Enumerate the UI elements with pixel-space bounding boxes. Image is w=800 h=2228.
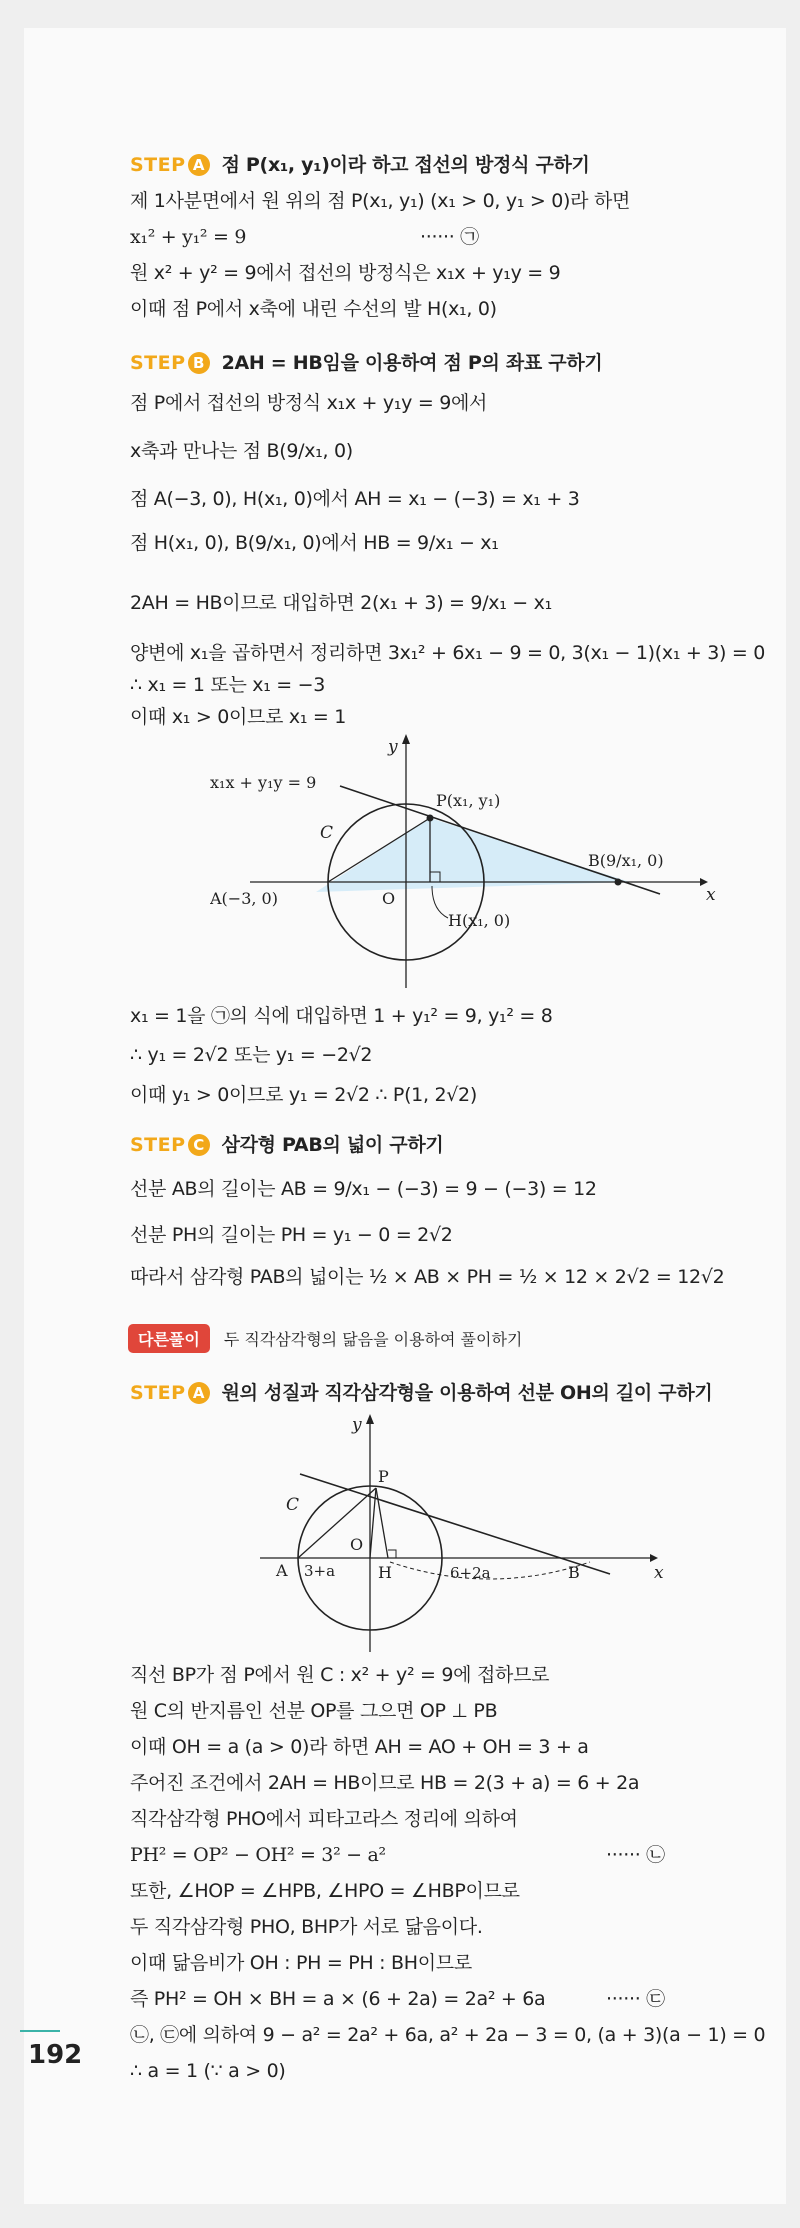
text-line: 직선 BP가 점 P에서 원 C : x² + y² = 9에 접하므로 (130, 1664, 550, 1686)
segment-pa (298, 1488, 376, 1558)
alt-badge: 다른풀이 (128, 1324, 210, 1353)
triangle-pab (316, 818, 630, 892)
y-axis-arrow (402, 734, 410, 744)
step-b-heading (130, 348, 602, 375)
step-c-heading (130, 1130, 443, 1157)
text-line: 이때 x₁ > 0이므로 x₁ = 1 (130, 706, 347, 728)
alt-solution (128, 1324, 522, 1353)
p-label: P (378, 1467, 389, 1486)
step-a2-heading (130, 1378, 712, 1405)
text-line: x축과 만나는 점 B(9/x₁, 0) (130, 440, 353, 462)
text-line: 점 H(x₁, 0), B(9/x₁, 0)에서 HB = 9/x₁ − x₁ (130, 532, 499, 554)
text-line: ∴ a = 1 (∵ a > 0) (130, 2060, 286, 2082)
x-axis-label: x (654, 1563, 664, 1583)
segment-op (370, 1488, 376, 1558)
y-axis-label: y (352, 1415, 362, 1435)
step-badge: B (188, 352, 210, 374)
step-title: 원의 성질과 직각삼각형을 이용하여 선분 OH의 길이 구하기 (221, 1382, 713, 1404)
figure-circle-tangent (210, 730, 730, 990)
text-line: 두 직각삼각형 PHO, BHP가 서로 닮음이다. (130, 1916, 483, 1938)
equation-line: x₁² + y₁² = 9 (130, 226, 247, 248)
y-axis-arrow (366, 1414, 374, 1424)
hb-label: 6+2a (450, 1564, 491, 1582)
text-line: 이때 y₁ > 0이므로 y₁ = 2√2 ∴ P(1, 2√2) (130, 1084, 477, 1106)
tangent-label: x₁x + y₁y = 9 (210, 773, 317, 792)
text-line: ∴ y₁ = 2√2 또는 y₁ = −2√2 (130, 1044, 373, 1066)
text-line: 이때 점 P에서 x축에 내린 수선의 발 H(x₁, 0) (130, 298, 497, 320)
b-label: B (568, 1563, 580, 1582)
figure-similar-triangles (250, 1406, 690, 1656)
text-line: 즉 PH² = OH × BH = a × (6 + 2a) = 2a² + 6a (130, 1988, 546, 2010)
text-line: 점 P에서 접선의 방정식 x₁x + y₁y = 9에서 (130, 392, 488, 414)
text-line: 점 A(−3, 0), H(x₁, 0)에서 AH = x₁ − (−3) = x₁ + 3 (130, 488, 580, 510)
text-line: 원 x² + y² = 9에서 접선의 방정식은 x₁x + y₁y = 9 (130, 262, 561, 284)
text-line: 선분 PH의 길이는 PH = y₁ − 0 = 2√2 (130, 1224, 453, 1246)
alt-text: 두 직각삼각형의 닮음을 이용하여 풀이하기 (223, 1330, 523, 1349)
text-line: ㉡, ㉢에 의하여 9 − a² = 2a² + 6a, a² + 2a − 3 = 0, (a + 3)(a − 1) = 0 (130, 2024, 766, 2046)
o-label: O (382, 889, 396, 908)
text-line: x₁ = 1을 ㉠의 식에 대입하면 1 + y₁² = 9, y₁² = 8 (130, 1005, 553, 1027)
step-title: 2AH = HB임을 이용하여 점 P의 좌표 구하기 (221, 352, 603, 374)
equation-label: ······ ㉠ (420, 226, 479, 248)
c-label: C (320, 823, 334, 843)
text-line: ∴ x₁ = 1 또는 x₁ = −3 (130, 674, 326, 696)
text-line: 이때 OH = a (a > 0)라 하면 AH = AO + OH = 3 + a (130, 1736, 589, 1758)
segment-ph (376, 1488, 388, 1558)
h-label: H(x₁, 0) (448, 911, 511, 930)
text-line: 직각삼각형 PHO에서 피타고라스 정리에 의하여 (130, 1808, 518, 1830)
text-line: 또한, ∠HOP = ∠HPB, ∠HPO = ∠HBP이므로 (130, 1880, 520, 1902)
equation-label: ······ ㉡ (606, 1844, 665, 1866)
o-label: O (350, 1535, 364, 1554)
b-label: B(9/x₁, 0) (588, 851, 664, 870)
text-line: 양변에 x₁을 곱하면서 정리하면 3x₁² + 6x₁ − 9 = 0, 3(x₁ − 1)(x₁ + 3) = 0 (130, 642, 766, 664)
equation-line: PH² = OP² − OH² = 3² − a² (130, 1844, 386, 1866)
text-line: 2AH = HB이므로 대입하면 2(x₁ + 3) = 9/x₁ − x₁ (130, 592, 552, 614)
p-label: P(x₁, y₁) (436, 791, 501, 810)
x-axis-arrow (650, 1554, 658, 1562)
point-p (427, 815, 434, 822)
point-b (615, 879, 622, 886)
tangent-line (300, 1474, 610, 1574)
a-label: A (276, 1561, 288, 1580)
ah-label: 3+a (304, 1562, 336, 1580)
text-line: 제 1사분면에서 원 위의 점 P(x₁, y₁) (x₁ > 0, y₁ > 0)라 하면 (130, 190, 631, 212)
text-line: 따라서 삼각형 PAB의 넓이는 ½ × AB × PH = ½ × 12 × 2√2 = 12√2 (130, 1266, 725, 1288)
text-line: 이때 닮음비가 OH : PH = PH : BH이므로 (130, 1952, 472, 1974)
y-axis-label: y (388, 737, 398, 757)
step-a-heading (130, 150, 590, 177)
text-line: 주어진 조건에서 2AH = HB이므로 HB = 2(3 + a) = 6 + 2a (130, 1772, 640, 1794)
h-label: H (378, 1563, 392, 1582)
step-badge: A (188, 154, 210, 176)
a-label: A(−3, 0) (210, 889, 278, 908)
c-label: C (286, 1495, 300, 1515)
step-tag: STEP (130, 154, 186, 176)
step-tag: STEP (130, 352, 186, 374)
equation-label: ······ ㉢ (606, 1988, 665, 2010)
x-axis-label: x (706, 885, 716, 905)
page-number: 192 (28, 2040, 83, 2070)
step-tag: STEP (130, 1382, 186, 1404)
step-title: 삼각형 PAB의 넓이 구하기 (221, 1134, 444, 1156)
step-badge: A (188, 1382, 210, 1404)
text-line: 원 C의 반지름인 선분 OP를 그으면 OP ⊥ PB (130, 1700, 498, 1722)
step-badge: C (188, 1134, 210, 1156)
text-line: 선분 AB의 길이는 AB = 9/x₁ − (−3) = 9 − (−3) = 12 (130, 1178, 597, 1200)
step-tag: STEP (130, 1134, 186, 1156)
step-title: 점 P(x₁, y₁)이라 하고 접선의 방정식 구하기 (221, 154, 590, 176)
right-angle-mark (388, 1550, 396, 1558)
page-number-rule (20, 2030, 60, 2032)
h-pointer (432, 886, 448, 918)
